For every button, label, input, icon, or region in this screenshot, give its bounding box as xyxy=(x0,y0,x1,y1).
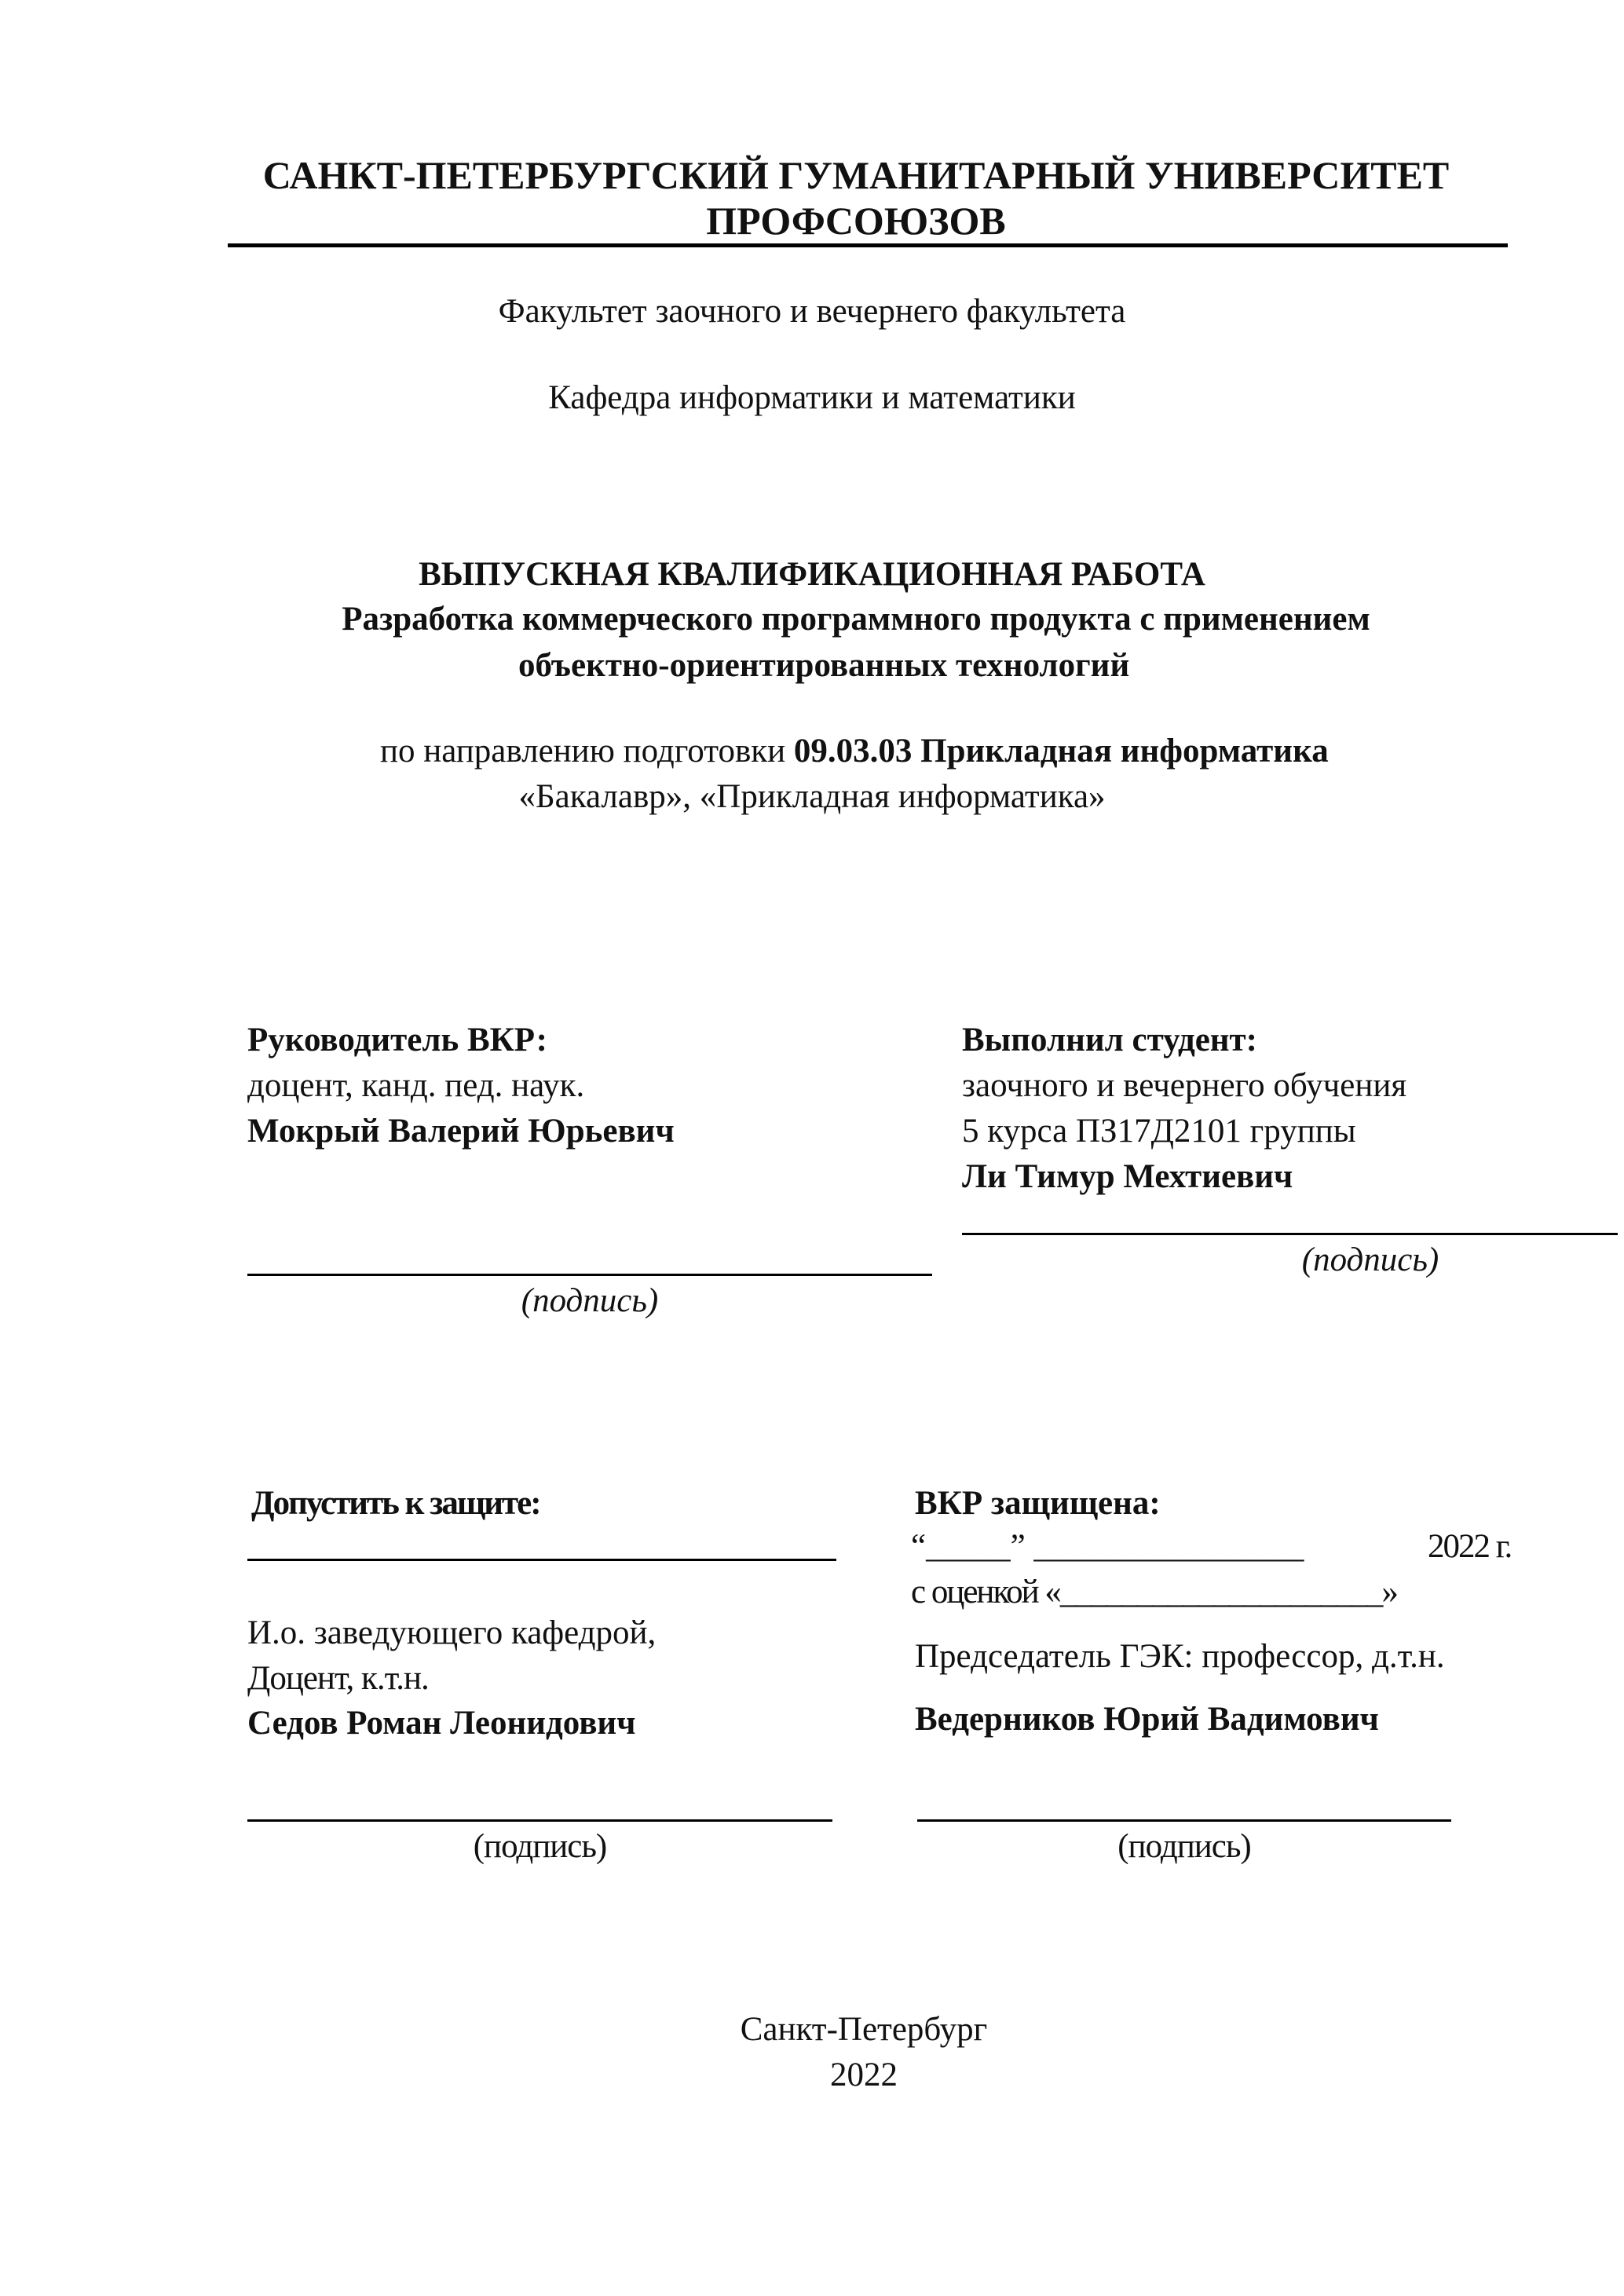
admission-position1: И.о. заведующего кафедрой, xyxy=(247,1614,657,1651)
defense-signature-label: (подпись) xyxy=(1117,1828,1251,1865)
student-form-of-study: заочного и вечернего обучения xyxy=(962,1067,1407,1104)
defense-grade-line: с оценкой «_____________________» xyxy=(911,1574,1397,1610)
student-heading: Выполнил студент: xyxy=(962,1022,1257,1058)
admission-name: Седов Роман Леонидович xyxy=(247,1705,636,1742)
university-name xyxy=(228,153,1484,243)
admission-position2: Доцент, к.т.н. xyxy=(247,1660,429,1697)
admission-top-line xyxy=(247,1559,836,1561)
footer-year: 2022 xyxy=(830,2057,898,2093)
faculty-name: Факультет заочного и вечернего факультета xyxy=(498,293,1126,330)
thesis-topic-line2: объектно-ориентированных технологий xyxy=(518,647,1130,684)
defense-year: 2022 г. xyxy=(1428,1528,1512,1565)
training-direction xyxy=(380,732,1329,770)
supervisor-signature-line xyxy=(247,1274,932,1276)
admission-signature-line xyxy=(247,1819,832,1822)
admission-signature-label: (подпись) xyxy=(473,1828,607,1865)
direction-code: 09.03.03 Прикладная информатика xyxy=(793,733,1329,770)
student-signature-label: (подпись) xyxy=(1301,1241,1439,1278)
university-name-line1: САНКТ-ПЕТЕРБУРГСКИЙ ГУМАНИТАРНЫЙ УНИВЕРСИТЕТ xyxy=(262,153,1450,197)
university-name-line2: ПРОФСОЮЗОВ xyxy=(706,198,1006,243)
supervisor-heading: Руководитель ВКР: xyxy=(247,1022,547,1058)
header-divider xyxy=(228,243,1508,247)
student-name: Ли Тимур Мехтиевич xyxy=(962,1158,1293,1195)
defense-chairman: Председатель ГЭК: профессор, д.т.н. xyxy=(915,1638,1445,1675)
student-signature-line xyxy=(962,1233,1618,1235)
defense-heading: ВКР защищена: xyxy=(915,1485,1161,1522)
defense-date-line: “_____” ________________ xyxy=(911,1528,1304,1565)
chair-name: Кафедра информатики и математики xyxy=(548,379,1076,416)
thesis-topic-line1: Разработка коммерческого программного продукта с применением xyxy=(342,601,1370,638)
defense-signature-line xyxy=(917,1819,1451,1822)
defense-chairman-name: Ведерников Юрий Вадимович xyxy=(915,1701,1379,1738)
admission-heading: Допустить к защите: xyxy=(251,1485,540,1522)
qualification: «Бакалавр», «Прикладная информатика» xyxy=(518,778,1106,815)
thesis-type: ВЫПУСКНАЯ КВАЛИФИКАЦИОННАЯ РАБОТА xyxy=(419,556,1205,593)
supervisor-signature-label: (подпись) xyxy=(521,1282,659,1319)
supervisor-name: Мокрый Валерий Юрьевич xyxy=(247,1113,675,1150)
footer-city: Санкт-Петербург xyxy=(740,2011,988,2048)
student-group: 5 курса ПЗ17Д2101 группы xyxy=(962,1113,1356,1150)
supervisor-position: доцент, канд. пед. наук. xyxy=(247,1067,585,1104)
direction-prefix: по направлению подготовки xyxy=(380,733,794,770)
